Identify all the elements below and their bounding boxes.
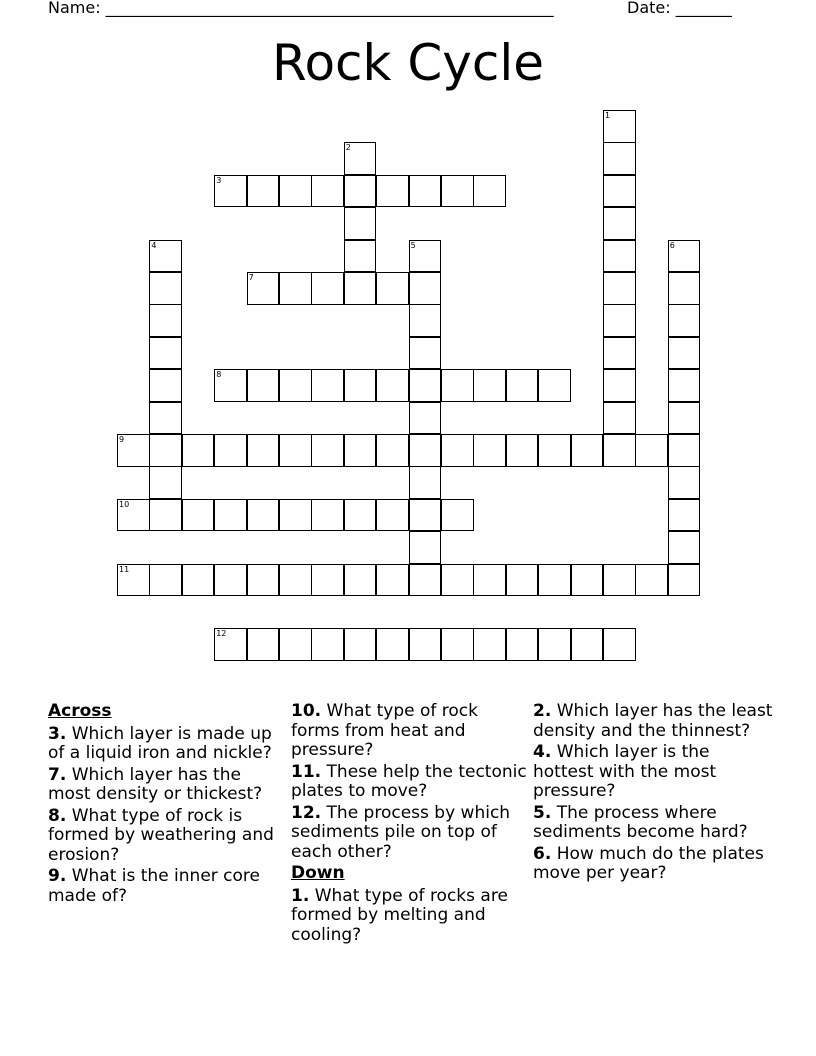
crossword-cell[interactable] — [571, 564, 604, 597]
crossword-cell[interactable] — [603, 142, 636, 175]
crossword-cell[interactable] — [311, 499, 344, 532]
clue-item-number: 1. — [291, 885, 310, 906]
clue-item-number: 2. — [533, 701, 552, 721]
clue-column-2 — [291, 702, 527, 947]
crossword-cell[interactable] — [538, 434, 571, 467]
clue-number: 4 — [151, 240, 157, 250]
clue-item-text: Which layer has the most density or thickest? — [48, 764, 263, 804]
crossword-cell[interactable] — [247, 499, 280, 532]
crossword-cell[interactable] — [668, 402, 701, 435]
clue-item-number: 6. — [533, 843, 552, 864]
crossword-cell[interactable] — [473, 175, 506, 208]
crossword-cell[interactable] — [214, 499, 247, 532]
clue-item — [533, 743, 773, 802]
clue-number: 8 — [216, 370, 222, 380]
crossword-cell[interactable] — [603, 110, 636, 143]
crossword-cell[interactable] — [279, 434, 312, 467]
clue-item-text: What type of rocks are formed by melting and cooling? — [291, 885, 508, 945]
crossword-cell[interactable] — [279, 272, 312, 305]
across-clue-list — [48, 725, 284, 907]
clue-item-text: What type of rock forms from heat and pressure? — [291, 701, 478, 760]
crossword-cell[interactable] — [149, 337, 182, 370]
crossword-cell[interactable] — [214, 175, 247, 208]
crossword-cell[interactable] — [149, 304, 182, 337]
down-clue-list-continued — [533, 702, 773, 884]
clue-item — [48, 766, 284, 805]
clue-item — [291, 804, 527, 863]
crossword-cell[interactable] — [506, 369, 539, 402]
crossword-cell[interactable] — [473, 628, 506, 661]
crossword-cell[interactable] — [473, 434, 506, 467]
clue-item-number: 3. — [48, 723, 67, 744]
clue-item-number: 9. — [48, 866, 67, 886]
crossword-cell[interactable] — [603, 304, 636, 337]
crossword-cell[interactable] — [214, 564, 247, 597]
crossword-cell[interactable] — [279, 175, 312, 208]
crossword-cell[interactable] — [149, 272, 182, 305]
crossword-cell[interactable] — [603, 175, 636, 208]
crossword-cell[interactable] — [668, 531, 701, 564]
crossword-cell[interactable] — [473, 564, 506, 597]
crossword-cell[interactable] — [344, 207, 377, 240]
crossword-cell[interactable] — [247, 628, 280, 661]
clue-number: 11 — [119, 564, 130, 574]
crossword-cell[interactable] — [376, 499, 409, 532]
crossword-cell[interactable] — [279, 369, 312, 402]
crossword-cell[interactable] — [409, 466, 442, 499]
clue-number: 6 — [669, 240, 675, 250]
crossword-cell[interactable] — [149, 466, 182, 499]
crossword-cell[interactable] — [149, 564, 182, 597]
crossword-cell[interactable] — [311, 175, 344, 208]
crossword-cell[interactable] — [668, 564, 701, 597]
clue-item-number: 11. — [291, 761, 322, 782]
clue-item — [533, 804, 773, 843]
crossword-cell[interactable] — [441, 369, 474, 402]
date-line: Date: _______ — [627, 0, 732, 17]
clue-number: 1 — [605, 111, 611, 120]
crossword-cell[interactable] — [149, 402, 182, 435]
crossword-cell[interactable] — [376, 175, 409, 208]
crossword-cell[interactable] — [376, 369, 409, 402]
crossword-cell[interactable] — [182, 434, 215, 467]
crossword-cell[interactable] — [344, 175, 377, 208]
crossword-cell[interactable] — [571, 434, 604, 467]
crossword-cell[interactable] — [603, 402, 636, 435]
crossword-cell[interactable] — [668, 304, 701, 337]
clue-number: 7 — [248, 273, 254, 282]
crossword-cell[interactable] — [311, 272, 344, 305]
crossword-cell[interactable] — [409, 628, 442, 661]
crossword-cell[interactable] — [571, 628, 604, 661]
clue-item-text: These help the tectonic plates to move? — [291, 761, 527, 801]
crossword-cell[interactable] — [409, 304, 442, 337]
page-title: Rock Cycle — [271, 34, 545, 92]
crossword-cell[interactable] — [344, 369, 377, 402]
clue-number: 3 — [216, 175, 222, 185]
crossword-cell[interactable] — [117, 499, 150, 532]
crossword-cell[interactable] — [668, 240, 701, 273]
crossword-cell[interactable] — [409, 499, 442, 532]
crossword-cell[interactable] — [376, 272, 409, 305]
crossword-cell[interactable] — [311, 369, 344, 402]
crossword-cell[interactable] — [279, 564, 312, 597]
crossword-cell[interactable] — [247, 369, 280, 402]
clue-item — [48, 807, 284, 866]
crossword-cell[interactable] — [668, 272, 701, 305]
clue-column-1 — [48, 702, 284, 908]
crossword-cell[interactable] — [214, 369, 247, 402]
crossword-cell[interactable] — [409, 564, 442, 597]
clue-item-number: 8. — [48, 805, 67, 826]
crossword-cell[interactable] — [376, 564, 409, 597]
crossword-cell[interactable] — [409, 175, 442, 208]
crossword-cell[interactable] — [311, 628, 344, 661]
crossword-cell[interactable] — [409, 369, 442, 402]
clue-item — [291, 702, 527, 761]
down-heading: Down — [291, 863, 345, 883]
crossword-cell[interactable] — [603, 564, 636, 597]
crossword-cell[interactable] — [441, 175, 474, 208]
crossword-cell[interactable] — [473, 369, 506, 402]
clue-item-text: The process by which sediments pile on top of each other? — [291, 802, 511, 862]
crossword-cell[interactable] — [344, 240, 377, 273]
crossword-cell[interactable] — [635, 564, 668, 597]
clue-item-number: 5. — [533, 802, 552, 823]
crossword-cell[interactable] — [344, 564, 377, 597]
clue-number: 9 — [119, 435, 125, 444]
crossword-cell[interactable] — [506, 564, 539, 597]
crossword-cell[interactable] — [668, 369, 701, 402]
crossword-cell[interactable] — [344, 434, 377, 467]
crossword-cell[interactable] — [409, 337, 442, 370]
crossword-cell[interactable] — [409, 434, 442, 467]
clue-item — [533, 845, 773, 884]
crossword-cell[interactable] — [538, 564, 571, 597]
crossword-cell[interactable] — [311, 564, 344, 597]
clue-item — [291, 887, 527, 946]
crossword-cell[interactable] — [149, 499, 182, 532]
crossword-cell[interactable] — [635, 434, 668, 467]
clue-item — [533, 702, 773, 741]
crossword-cell[interactable] — [344, 142, 377, 175]
crossword-cell[interactable] — [344, 628, 377, 661]
across-heading: Across — [48, 701, 112, 721]
crossword-cell[interactable] — [506, 434, 539, 467]
down-clue-list — [291, 887, 527, 946]
crossword-cell[interactable] — [344, 272, 377, 305]
crossword-cell[interactable] — [603, 337, 636, 370]
clue-item-number: 4. — [533, 742, 552, 762]
crossword-cell[interactable] — [506, 628, 539, 661]
clue-item-text: What type of rock is formed by weathering and erosion? — [48, 805, 274, 865]
crossword-cell[interactable] — [668, 499, 701, 532]
clue-item-text: Which layer is the hottest with the most pressure? — [533, 742, 717, 801]
crossword-cell[interactable] — [149, 434, 182, 467]
crossword-cell[interactable] — [409, 402, 442, 435]
crossword-cell[interactable] — [603, 272, 636, 305]
clue-column-3 — [533, 702, 773, 886]
crossword-cell[interactable] — [149, 240, 182, 273]
name-line: Name: ________________________________________________________ — [48, 0, 554, 17]
clue-item-text: What is the inner core made of? — [48, 866, 261, 906]
crossword-cell[interactable] — [279, 499, 312, 532]
crossword-cell[interactable] — [117, 434, 150, 467]
crossword-cell[interactable] — [668, 466, 701, 499]
crossword-cell[interactable] — [214, 628, 247, 661]
crossword-cell[interactable] — [214, 434, 247, 467]
crossword-cell[interactable] — [603, 434, 636, 467]
clue-item-text: How much do the plates move per year? — [533, 843, 764, 883]
crossword-cell[interactable] — [311, 434, 344, 467]
crossword-cell[interactable] — [603, 369, 636, 402]
crossword-cell[interactable] — [247, 175, 280, 208]
clue-item — [48, 725, 284, 764]
crossword-cell[interactable] — [603, 240, 636, 273]
clue-number: 2 — [345, 143, 351, 153]
crossword-cell[interactable] — [376, 628, 409, 661]
clue-item-number: 12. — [291, 802, 322, 823]
crossword-cell[interactable] — [182, 564, 215, 597]
crossword-cell[interactable] — [668, 434, 701, 467]
crossword-cell[interactable] — [376, 434, 409, 467]
clue-item-text: The process where sediments become hard? — [533, 802, 748, 842]
clue-number: 5 — [410, 240, 416, 250]
crossword-cell[interactable] — [603, 628, 636, 661]
crossword-cell[interactable] — [279, 628, 312, 661]
crossword-cell[interactable] — [247, 272, 280, 305]
clue-item-number: 7. — [48, 764, 67, 785]
crossword-cell[interactable] — [538, 628, 571, 661]
crossword-cell[interactable] — [247, 434, 280, 467]
across-clue-list-continued — [291, 702, 527, 862]
clue-item — [48, 867, 284, 906]
crossword-cell[interactable] — [668, 337, 701, 370]
crossword-cell[interactable] — [603, 207, 636, 240]
clue-item-text: Which layer has the least density and the thinnest? — [533, 701, 773, 741]
crossword-cell[interactable] — [409, 531, 442, 564]
crossword-cell[interactable] — [182, 499, 215, 532]
clue-item-text: Which layer is made up of a liquid iron and nickle? — [48, 723, 272, 763]
clue-number: 10 — [119, 499, 130, 509]
crossword-cell[interactable] — [441, 434, 474, 467]
crossword-cell[interactable] — [441, 628, 474, 661]
crossword-cell[interactable] — [538, 369, 571, 402]
clue-item-number: 10. — [291, 701, 322, 721]
crossword-cell[interactable] — [344, 499, 377, 532]
clue-item — [291, 763, 527, 802]
crossword-cell[interactable] — [409, 240, 442, 273]
crossword-cell[interactable] — [441, 499, 474, 532]
clue-number: 12 — [216, 629, 227, 639]
crossword-cell[interactable] — [247, 564, 280, 597]
crossword-cell[interactable] — [409, 272, 442, 305]
crossword-cell[interactable] — [441, 564, 474, 597]
crossword-cell[interactable] — [149, 369, 182, 402]
crossword-cell[interactable] — [117, 564, 150, 597]
